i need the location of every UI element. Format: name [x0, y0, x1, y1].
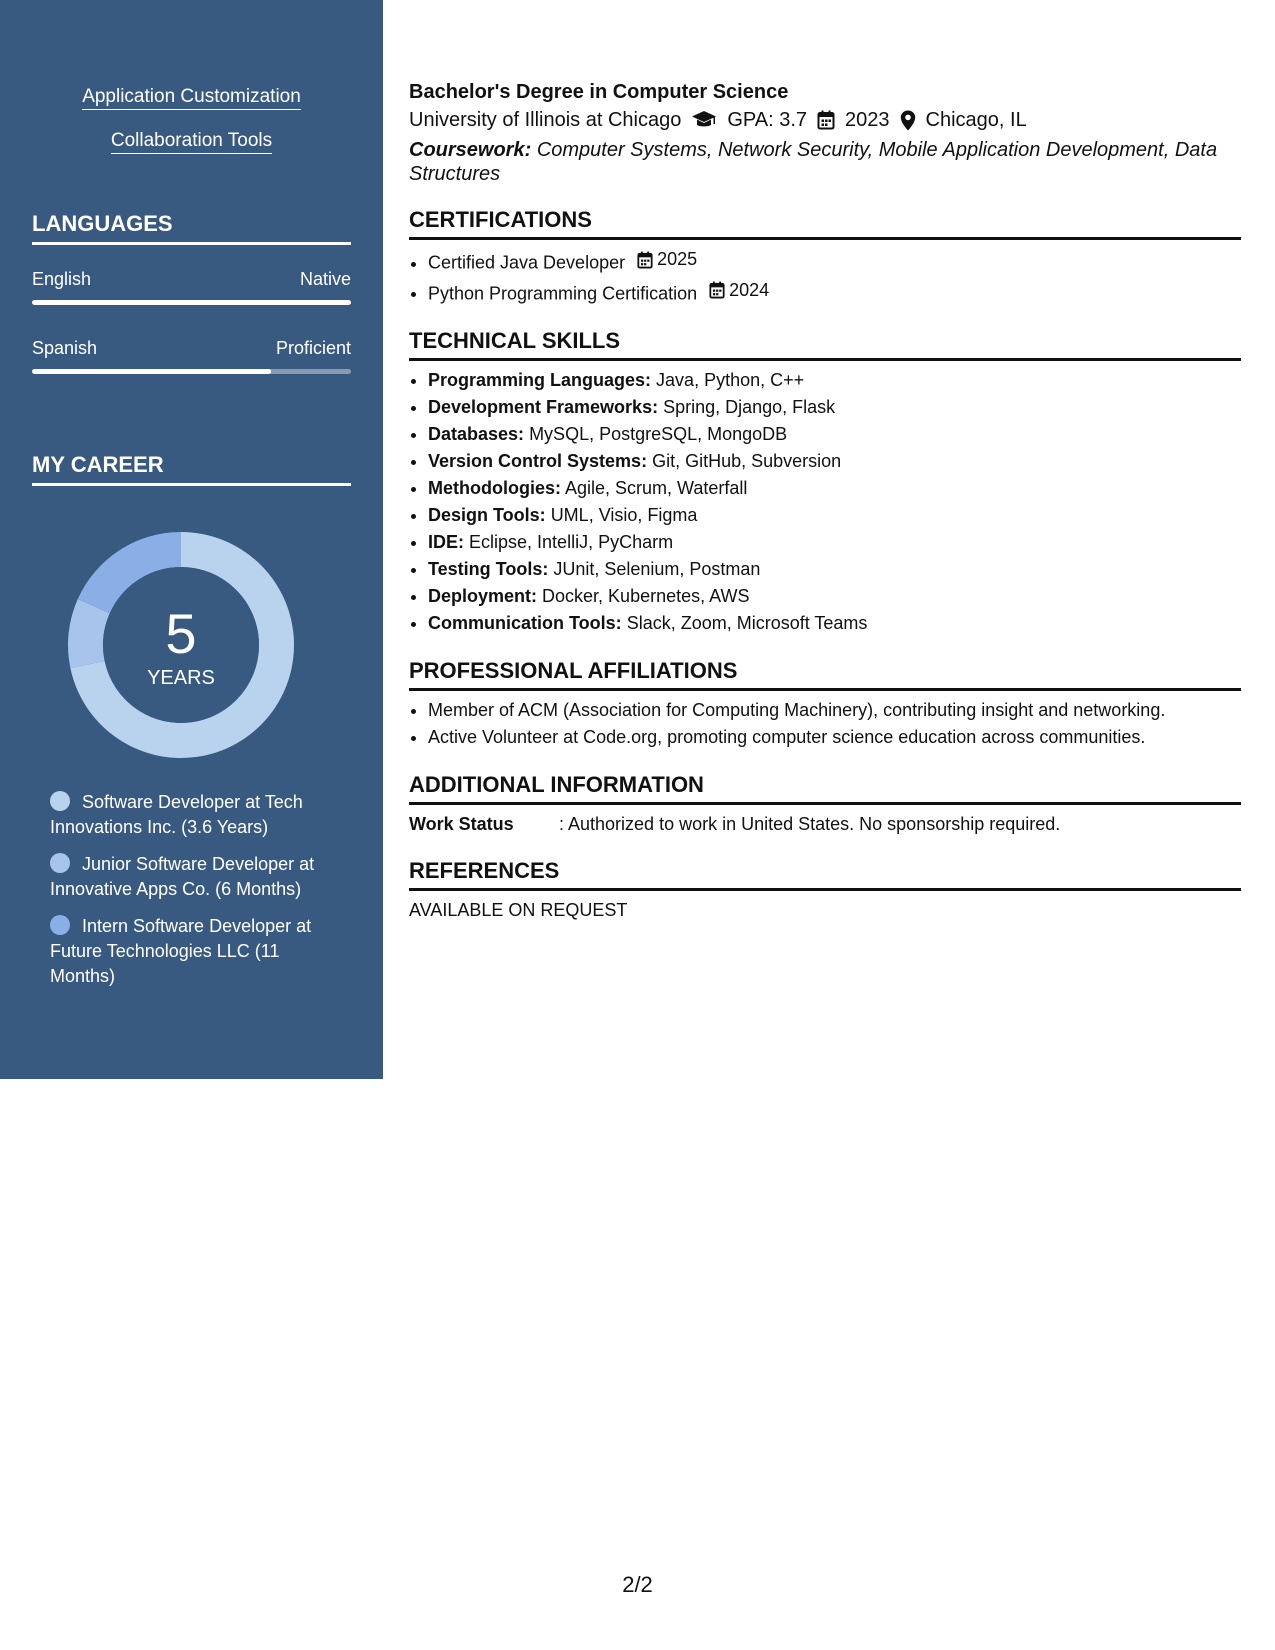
certification-item [428, 246, 1241, 277]
skill-item [428, 475, 1241, 502]
skill-label: Databases: [428, 424, 525, 444]
skill-item [428, 367, 1241, 394]
skill-item [428, 421, 1241, 448]
certification-name: Certified Java Developer [428, 252, 626, 273]
skill-value: Agile, Scrum, Waterfall [565, 478, 748, 498]
skill-value: UML, Visio, Figma [550, 505, 698, 525]
affiliation-item: • Active Volunteer at Code.org, promoting computer science education across communities. [428, 724, 1241, 751]
work-status-value: : Authorized to work in United States. No sponsorship required. [559, 814, 1061, 834]
calendar-icon [709, 281, 725, 299]
skill-value: Docker, Kubernetes, AWS [542, 586, 750, 606]
career-list [50, 790, 340, 1001]
certification-name: Python Programming Certification [428, 283, 698, 303]
affiliations-list [409, 697, 1241, 751]
skill-item [428, 529, 1241, 556]
coursework-list: Computer Systems, Network Security, Mobile Application Development, Data Structures [409, 139, 1218, 185]
technical-skills-list [409, 367, 1241, 637]
skill-value: Git, GitHub, Subversion [652, 451, 842, 471]
link-application-customization[interactable]: Application Customization [82, 86, 301, 110]
career-dot [50, 915, 70, 935]
skill-label: Methodologies: [428, 478, 561, 498]
certifications-heading: CERTIFICATIONS [409, 206, 1241, 240]
sidebar [0, 0, 383, 1079]
calendar-icon [637, 251, 653, 269]
language-bar-fill [32, 300, 351, 305]
graduation-cap-icon [691, 110, 717, 130]
certifications-list [409, 246, 1241, 307]
certification-date [709, 277, 769, 304]
career-dot [50, 853, 70, 873]
skill-item [428, 583, 1241, 610]
skill-label: Deployment: [428, 586, 538, 606]
skill-label: Development Frameworks: [428, 397, 659, 417]
language-level: Proficient [275, 338, 351, 358]
career-dot [50, 791, 70, 811]
education-location: Chicago, IL [925, 109, 1027, 131]
skill-label: Programming Languages: [428, 370, 652, 390]
skill-label: Design Tools: [428, 505, 546, 525]
career-heading: MY CAREER [32, 452, 351, 486]
work-status-label: Work Status [409, 814, 514, 834]
language-spanish [32, 337, 351, 359]
career-item [50, 852, 340, 902]
education-year: 2023 [845, 109, 890, 131]
technical-skills-heading: TECHNICAL SKILLS [409, 327, 1241, 361]
additional-info-heading: ADDITIONAL INFORMATION [409, 771, 1241, 805]
skill-item [428, 502, 1241, 529]
education-coursework [409, 138, 1241, 186]
skill-value: Slack, Zoom, Microsoft Teams [626, 613, 868, 633]
certification-year: 2025 [657, 249, 698, 269]
language-bar-spanish [32, 369, 351, 374]
skill-item [428, 556, 1241, 583]
skill-value: MySQL, PostgreSQL, MongoDB [529, 424, 788, 444]
skill-label: Testing Tools: [428, 559, 549, 579]
certification-year: 2024 [729, 279, 770, 300]
link-collaboration-tools[interactable]: Collaboration Tools [111, 130, 272, 154]
skill-label: Version Control Systems: [428, 451, 648, 471]
main-content [409, 78, 1241, 923]
work-status-row [409, 811, 1241, 837]
languages-heading: LANGUAGES [32, 211, 351, 245]
page-number: 2/2 [622, 1572, 653, 1597]
skill-value: Eclipse, IntelliJ, PyCharm [469, 532, 674, 552]
affiliations-heading: PROFESSIONAL AFFILIATIONS [409, 657, 1241, 691]
references-text: AVAILABLE ON REQUEST [409, 900, 628, 920]
language-english [32, 268, 351, 290]
sidebar-links [0, 86, 383, 174]
career-item [50, 914, 340, 989]
education-degree: Bachelor's Degree in Computer Science [409, 81, 789, 103]
career-years-label: YEARS [147, 667, 215, 689]
skill-item [428, 610, 1241, 637]
skill-value: JUnit, Selenium, Postman [553, 559, 761, 579]
skill-item [428, 394, 1241, 421]
career-item [50, 790, 340, 840]
career-donut-chart [64, 528, 298, 762]
education-school: University of Illinois at Chicago [409, 109, 682, 131]
career-total-years: 5 [165, 602, 197, 665]
location-pin-icon [900, 110, 916, 131]
language-name: English [32, 269, 92, 289]
coursework-label: Coursework: [409, 139, 532, 161]
calendar-icon [817, 110, 835, 130]
references-heading: REFERENCES [409, 857, 1241, 891]
certification-date [637, 246, 697, 273]
language-name: Spanish [32, 338, 98, 358]
career-text: Software Developer at Tech Innovations Inc. (3.6 Years) [50, 792, 303, 837]
affiliation-item: • Member of ACM (Association for Computing Machinery), contributing insight and networking. [428, 697, 1241, 724]
skill-value: Java, Python, C++ [656, 370, 805, 390]
career-text: Intern Software Developer at Future Technologies LLC (11 Months) [50, 916, 312, 986]
language-level: Native [299, 269, 351, 289]
skill-label: Communication Tools: [428, 613, 622, 633]
skill-value: Spring, Django, Flask [663, 397, 836, 417]
skill-item [428, 448, 1241, 475]
career-text: Junior Software Developer at Innovative Apps Co. (6 Months) [50, 854, 315, 899]
language-bar-fill [32, 369, 271, 374]
language-bar-english [32, 300, 351, 305]
education-meta [409, 106, 1241, 134]
skill-label: IDE: [428, 532, 464, 552]
education-gpa: GPA: 3.7 [727, 109, 808, 131]
certification-item [428, 277, 1241, 308]
